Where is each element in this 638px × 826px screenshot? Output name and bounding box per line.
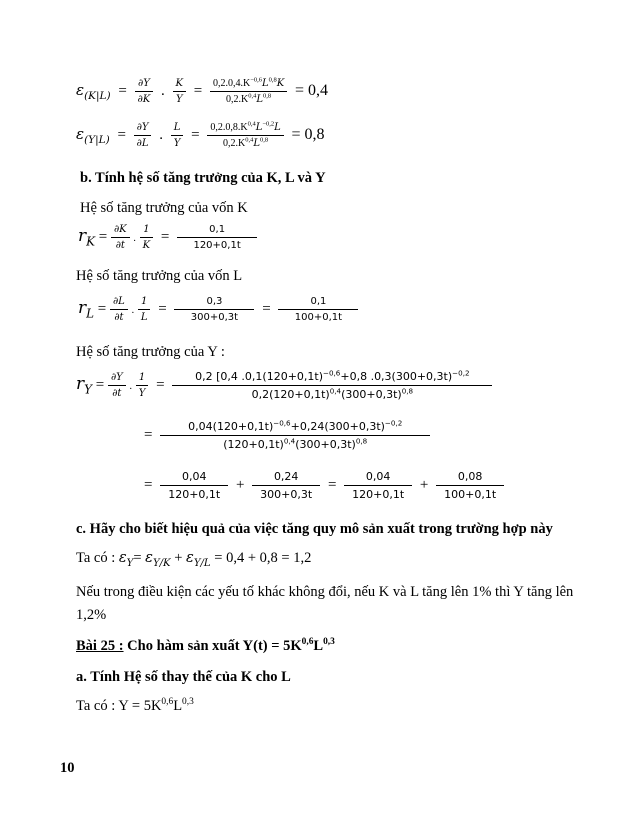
production-function-line: Ta có : $Y = 5K^{0,6}L^{0,3}$ [76, 697, 194, 714]
eq1-big-fraction: $\frac{0,2.0,4.K^{-0,6}L^{0,8}K}{0,2.K^{0,4}L^{0,8}}$ [210, 78, 287, 105]
returns-to-scale-sum: Ta có : $\varepsilon_Y= \varepsilon_{Y/K} + \varepsilon_{Y/L} = 0,4 + 0,8 = 1,2$ [76, 550, 312, 569]
conclusion-line-2: 1,2% [76, 607, 107, 623]
eq2-result: = 0,8 [291, 125, 325, 143]
growth-rate-y-equation-line3: = $\frac{0,04}{120+0,1t}$ + $\frac{0,24}{300+0,3t}$ = $\frac{0,04}{120+0,1t}$ + $\frac{0,08}{100+0,1t}$ [140, 470, 504, 501]
growth-rate-k-equation: $r_K$ = $\frac{\partial K}{\partial t}$ . $\frac{1}{K}$ = $\frac{0,1}{120+0,1t}$ [78, 224, 257, 251]
exercise-25-label: Bài 25 : [76, 638, 124, 654]
section-b-heading: b. Tính hệ số tăng trưởng của K, L và Y [80, 170, 326, 186]
growth-rate-l-equation: $r_L$ = $\frac{\partial L}{\partial t}$ . $\frac{1}{L}$ = $\frac{0,3}{300+0,3t}$ = $\frac{0,1}{100+0,1t}$ [78, 296, 358, 323]
text-growth-y: Hệ số tăng trưởng của Y : [76, 344, 225, 360]
growth-rate-y-equation-line2: = $\frac{0,04(120+0,1t)^{-0,6}+0,24(300+0,3t)^{-0,2}}{(120+0,1t)^{0,4}(300+0,3t)^{0,8}}$ [140, 420, 430, 451]
text-growth-l: Hệ số tăng trưởng của vốn L [76, 268, 243, 284]
growth-rate-y-equation-line1: $r_Y$ = $\frac{\partial Y}{\partial t}$ . $\frac{1}{Y}$ = $\frac{0,2 [0,4 .0,1(120+0,1t)^{-0,6}+0,8 .0,3(300+0,3t)^{-0,2}}{0,2(120+0,1t)^{0,4}(300+0,3t)^{0,8}}$ [76, 370, 492, 401]
eq1-result: = 0,4 [294, 81, 329, 99]
elasticity-k-equation: $\varepsilon_{(K|L)}$ = $\frac{\partial Y}{\partial K}$ . $\frac{K}{Y}$ = $\frac{0,2.0,4.K^{-0,6}L^{0,8}K}{0,2.K^{0,4}L^{0,8}}$ = 0,4 [76, 76, 329, 105]
exercise-25-heading: Bài 25 : Cho hàm sản xuất $Y(t) = 5K^{0,6}L^{0,3}$ [76, 637, 335, 654]
conclusion-line-1: Nếu trong điều kiện các yếu tố khác không đổi, nếu K và L tăng lên 1% thì Y tăng lên [76, 584, 574, 600]
page-number: 10 [60, 760, 75, 776]
eq2-lhs: $\varepsilon_{(Y|L)}$ [76, 124, 110, 146]
eq2-big-fraction: $\frac{0,2.0,8.K^{0,4}L^{-0,2}L}{0,2.K^{0,4}L^{0,8}}$ [207, 122, 283, 149]
section-c-heading: c. Hãy cho biết hiệu quả của việc tăng quy mô sản xuất trong trường hợp này [76, 521, 553, 537]
eq1-lhs: $\varepsilon_{(K|L)}$ [76, 80, 111, 102]
text-growth-k: Hệ số tăng trưởng của vốn K [80, 200, 248, 216]
section-a-heading: a. Tính Hệ số thay thế của K cho L [76, 669, 291, 685]
elasticity-l-equation: $\varepsilon_{(Y|L)}$ = $\frac{\partial Y}{\partial L}$ . $\frac{L}{Y}$ = $\frac{0,2.0,8.K^{0,4}L^{-0,2}L}{0,2.K^{0,4}L^{0,8}}$ = 0,8 [76, 120, 325, 149]
